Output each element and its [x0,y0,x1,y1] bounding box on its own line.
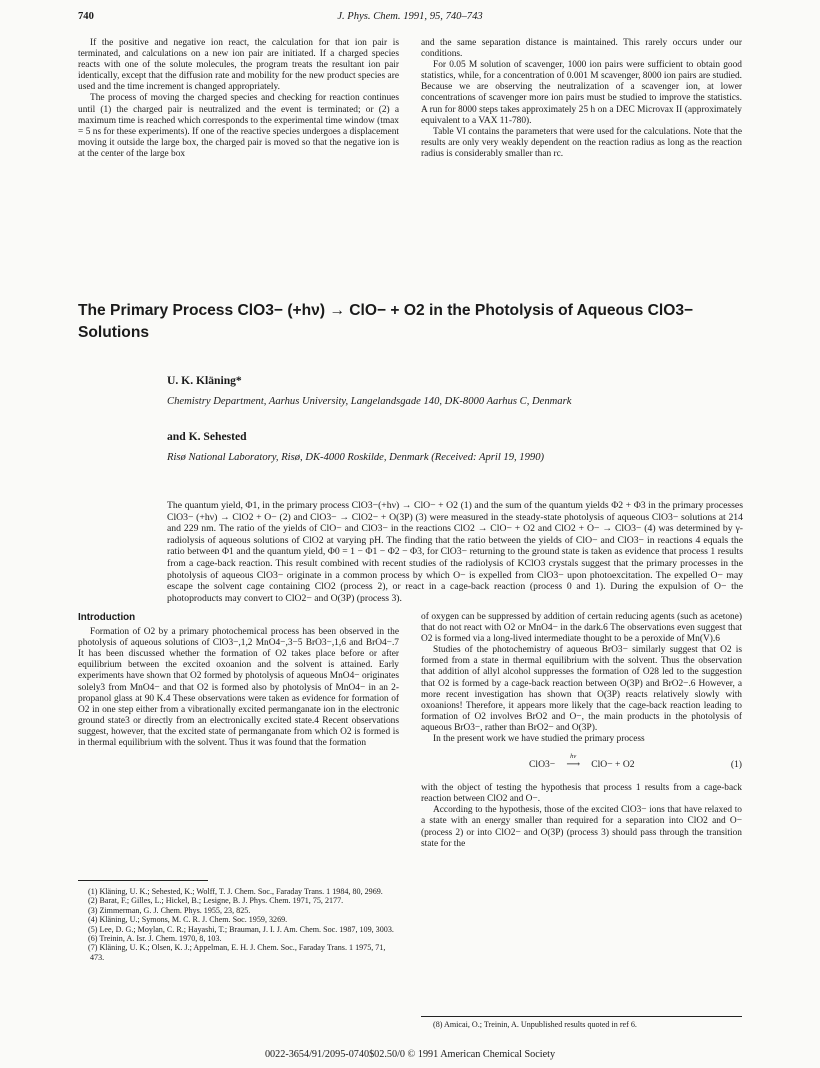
paragraph: Studies of the photochemistry of aqueous BrO3− similarly suggest that O2 is formed from a state in thermal equilibrium with the solvent. Thus the observation that addition of allyl alcohol suppresses the formation of O28 led to the suggestion that O2 is formed by a cage-back reaction between O(3P) and BrO2−.6 However, a more recent investigation has shown that O(3P) reacts relatively slowly with oxoanions! Therefore, it appears more likely that the cage-back reaction leading to formation of O2 involves BrO2 and O−, the main products in the photolysis of aqueous BrO3−, rather than BrO2− and O(3P). [421,645,742,733]
page-number: 740 [78,11,94,22]
footnote: (4) Kläning, U.; Symons, M. C. R. J. Chem. Soc. 1959, 3269. [88,915,288,925]
paragraph: According to the hypothesis, those of the excited ClO3− ions that have relaxed to a state with an energy smaller than required for a separation into ClO2 and O− (process 2) or into ClO2− and O(3P) (process 3) should pass through the transition state for the [421,805,742,849]
intro-right-column [421,612,742,850]
previous-article-right-column [421,38,742,160]
paragraph: If the positive and negative ion react, the calculation for that ion pair is terminated, and calculations on a new ion pair are initiated. If a charged species reacts with one of the solute molecules, the program treats the resultant ion pair identically, except that the diffusion rate and mobility for the new product species are used and the time increment is changed appropriately. [78,38,399,93]
footnote: (1) Kläning, U. K.; Sehested, K.; Wolff, T. J. Chem. Soc., Faraday Trans. 1 1984, 80, 2969. [88,887,383,896]
footnote: (8) Amicai, O.; Treinin, A. Unpublished results quoted in ref 6. [433,1020,637,1029]
footnote: (7) Kläning, U. K.; Olsen, K. J.; Appelman, E. H. J. Chem. Soc., Faraday Trans. 1 1975, 71, 473. [88,943,386,962]
footnote: (3) Zimmerman, G. J. Chem. Phys. 1955, 23, 825. [88,905,251,915]
paragraph: of oxygen can be suppressed by addition of certain reducing agents (such as acetone) that do not react with O2 or MnO4− in the dark.6 The observations even suggest that O2 is formed via a long-lived intermediate thought to be a peroxide of Mn(V).6 [421,612,742,645]
equation [421,753,742,775]
paragraph: Table VI contains the parameters that were used for the calculations. Note that the results are only very weakly dependent on the reaction radius as long as the reaction radius is considerably smaller than rc. [421,126,742,159]
footnote-rule [421,1016,742,1017]
copyright-line: 0022-3654/91/2095-0740$02.50/0 © 1991 American Chemical Society [264,1049,556,1060]
author-name: and K. Sehested [167,430,247,443]
author-affiliation: Chemistry Department, Aarhus University, Langelandsgade 140, DK-8000 Aarhus C, Denmark [167,396,572,407]
footnotes [78,887,399,962]
paragraph: The process of moving the charged species and checking for reaction continues until (1) the charged pair is neutralized and the event is terminated; or (2) a maximum time is reached which corresponds to the experimental time window (tmax = 5 ns for these experiments). If one of the reactive species undergoes a displacement moving it outside the large box, the charged pair is moved so that the negative ion is at the center of the large box [78,93,399,159]
footnote: (5) Lee, D. G.; Moylan, C. R.; Hayashi, T.; Brauman, J. I. J. Am. Chem. Soc. 1987, 109, 3003. [88,924,394,934]
paragraph: For 0.05 M solution of scavenger, 1000 ion pairs were sufficient to obtain good statistics, while, for a concentration of 0.001 M scavenger, 8000 ion pairs are studied. Because we are observing the neutralization of a scavenger ion, at lower concentrations of scavenger more ion pairs must be studied to improve the statistics. A run for 8000 steps takes approximately 25 h on a DEC Microvax II (approximately equivalent to a VAX 11-780). [421,60,742,126]
footnote: (6) Treinin, A. Isr. J. Chem. 1970, 8, 103. [88,934,222,944]
previous-article-left-column [78,38,399,160]
running-head [78,11,742,27]
paragraph: and the same separation distance is maintained. This rarely occurs under our conditions. [421,38,742,60]
paragraph: Formation of O2 by a primary photochemical process has been observed in the photolysis of aqueous solutions of ClO3−,1,2 MnO4−,3−5 BrO3−,1,6 and BrO4−.7 It has been discussed whether the formation of O2 takes place before or after equilibrium between the excited oxoanion and the solvent is attained. Early experiments have shown that O2 formed by photolysis of aqueous MnO4− originates solely3 from MnO4− and that O2 is formed also by photolysis of MnO4− in an 2-propanol glass at 90 K.4 These observations were taken as evidence for formation of O2 in one step either from a vibrationally excited permanganate ion in the electronic ground state3 or directly from an electronically excited state.4 Recent observations suggest, however, that the excited state of permanganate from which O2 is formed is in thermal equilibrium with the solvent. Thus it was found that the formation [78,627,399,749]
section-heading: Introduction [78,612,136,623]
footnote-rule [78,880,208,881]
equation-lhs: ClO3− [529,758,556,770]
equation-number: (1) [730,758,742,770]
equation-rhs: ClO− + O2 [591,758,635,770]
over-arrow-label: hν [570,752,577,760]
author-name: U. K. Kläning* [167,374,242,387]
journal-citation: J. Phys. Chem. 1991, 95, 740–743 [337,11,483,22]
intro-left-column [78,612,399,749]
author-affiliation: Risø National Laboratory, Risø, DK-4000 Roskilde, Denmark (Received: April 19, 1990) [167,452,545,463]
equation-body [529,752,635,770]
abstract: The quantum yield, Φ1, in the primary process ClO3−(+hν) → ClO− + O2 (1) and the sum of the quantum yields Φ2 + Φ3 in the primary processes ClO3− (+hν) → ClO2 + O− (2) and ClO3− → ClO2− + O(3P) (3) were measured in the steady-state photolysis of aqueous ClO3− solutions at 214 and 229 nm. The ratio of the yields of ClO− and ClO3− in the reactions ClO2 → ClO− + O2 and ClO2 + O− → ClO3− (4) was determined by γ-radiolysis of aqueous solutions of ClO2 at varying pH. The finding that the ratio between the yields of ClO− and ClO3− in reactions 4 equals the ratio between Φ1 and the quantum yield, Φ0 = 1 − Φ1 − Φ2 − Φ3, for ClO3− returning to the ground state is taken as evidence that process 1 results from a cage-back reaction. This result combined with recent studies of the radiolysis of KClO3 crystals suggest that the primary processes in the photolysis of aqueous ClO3− originate in a common process by which O− is expelled from ClO3− upon photoexcitation. The expelled O− may escape the solvent cage containing ClO2 (process 2), or react in a cage-back reaction (process 0 and 1). During the expulsion of O− the photoproducts may convert to ClO2− and O(3P) (process 3). [167,500,743,604]
reaction-arrow [559,752,587,770]
article-title: The Primary Process ClO3− (+hν) → ClO− + O2 in the Photolysis of Aqueous ClO3− Solutions [78,302,694,341]
paragraph: In the present work we have studied the primary process [433,734,645,745]
footnote: (2) Barat, F.; Gilles, L.; Hickel, B.; Lesigne, B. J. Phys. Chem. 1971, 75, 2177. [88,896,344,906]
arrow-icon: ⟶ [566,758,581,770]
paragraph: with the object of testing the hypothesis that process 1 results from a cage-back reaction between ClO2 and O−. [421,783,742,805]
